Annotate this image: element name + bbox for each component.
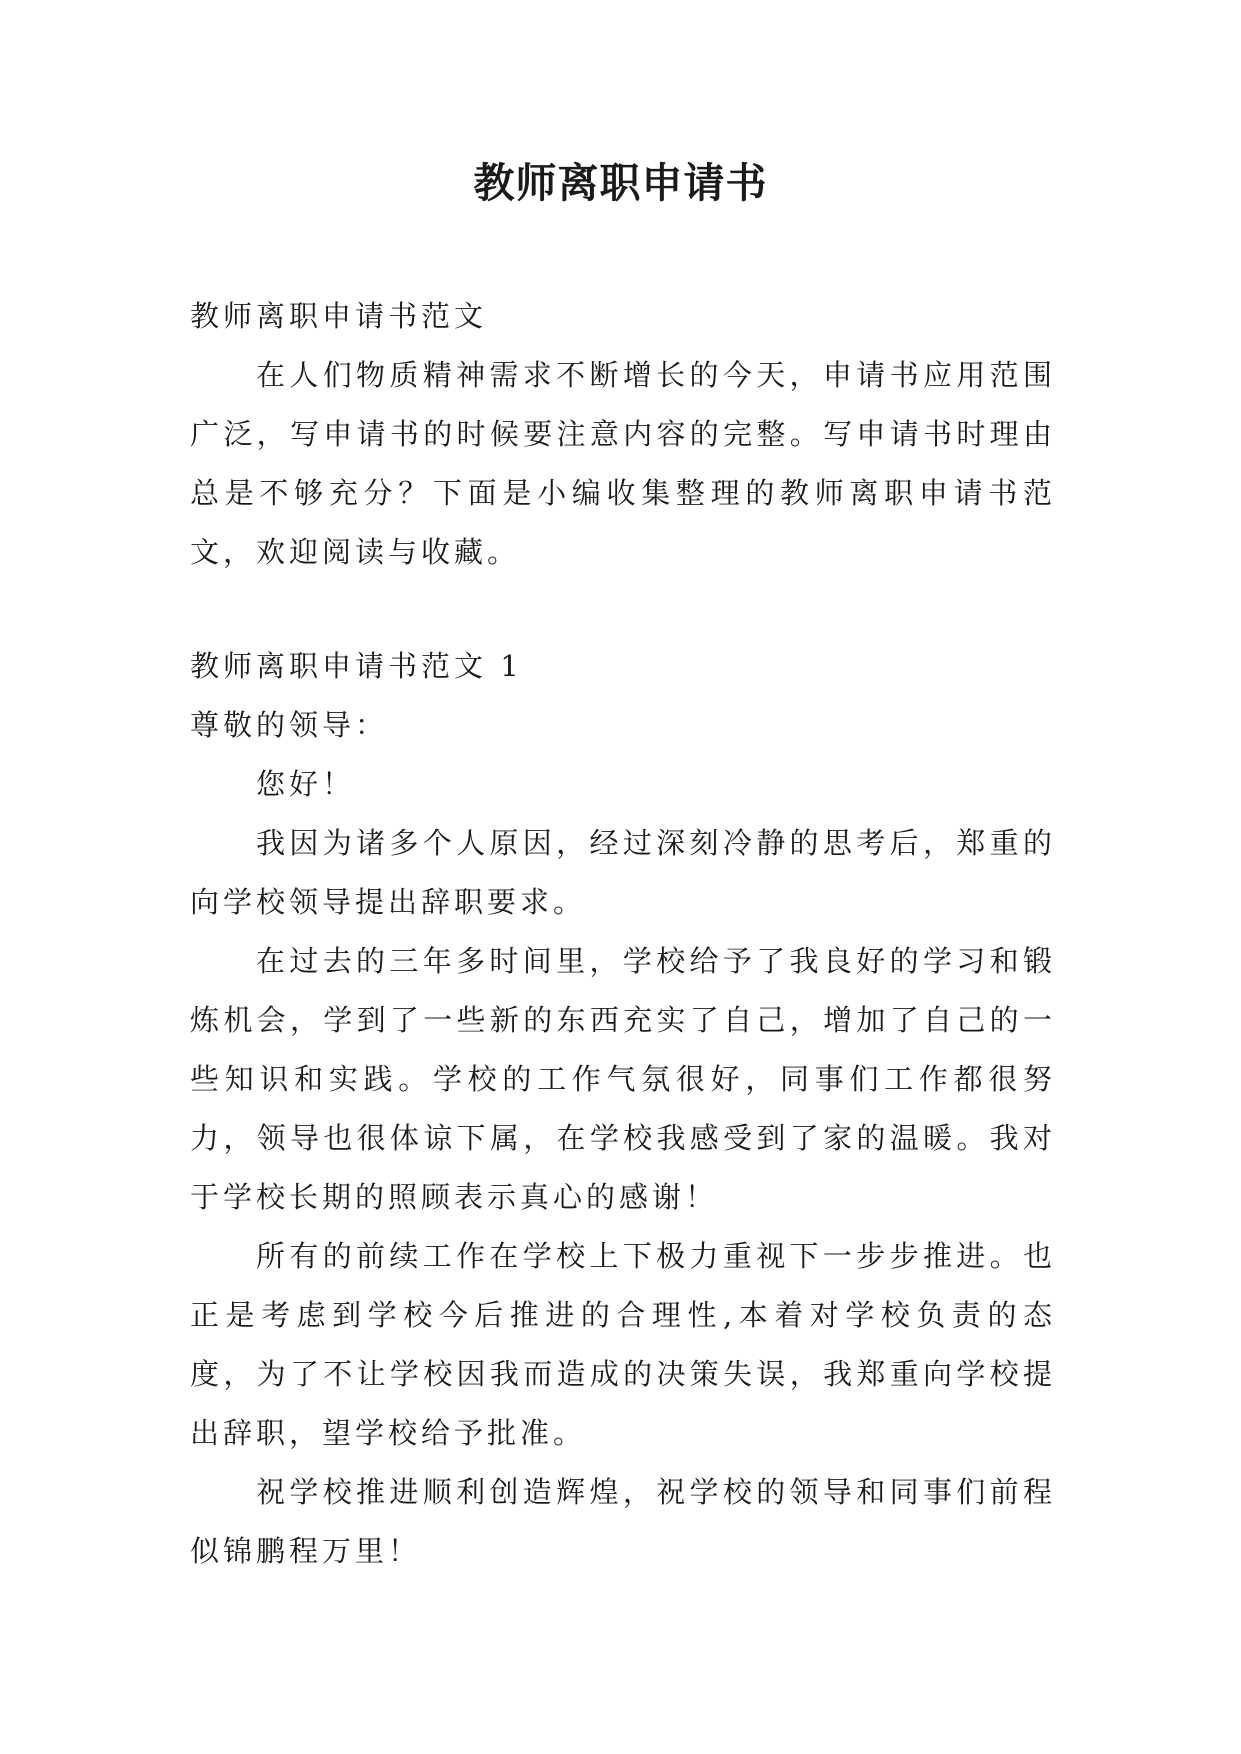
document-title: 教师离职申请书 — [473, 159, 768, 207]
sample-heading: 教师离职申请书范文 1 — [190, 649, 523, 683]
intro-paragraph: 在人们物质精神需求不断增长的今天，申请书应用范围广泛，写申请书的时候要注意内容的完整。写申请书时理由总是不够充分？下面是小编收集整理的教师离职申请书范文，欢迎阅读与收藏。 — [190, 358, 1056, 569]
section-heading: 教师离职申请书范文 — [190, 299, 488, 333]
paragraph-spacer — [190, 582, 1056, 637]
body-paragraph: 在过去的三年多时间里，学校给予了我良好的学习和锻炼机会，学到了一些新的东西充实了自己，增加了自己的一些知识和实践。学校的工作气氛很好，同事们工作都很努力，领导也很体谅下属，在学校我感受到了家的温暖。我对于学校长期的照顾表示真心的感谢！ — [190, 944, 1056, 1214]
salutation: 尊敬的领导： — [190, 708, 389, 742]
body-paragraph: 所有的前续工作在学校上下极力重视下一步步推进。也正是考虑到学校今后推进的合理性,本着对学校负责的态度，为了不让学校因我而造成的决策失误，我郑重向学校提出辞职，望学校给予批准。 — [190, 1239, 1056, 1450]
greeting: 您好！ — [256, 767, 356, 801]
document-body — [190, 287, 1056, 1581]
closing-paragraph: 祝学校推进顺利创造辉煌，祝学校的领导和同事们前程似锦鹏程万里！ — [190, 1475, 1056, 1568]
body-paragraph: 我因为诸多个人原因，经过深刻冷静的思考后，郑重的向学校领导提出辞职要求。 — [190, 826, 1056, 919]
